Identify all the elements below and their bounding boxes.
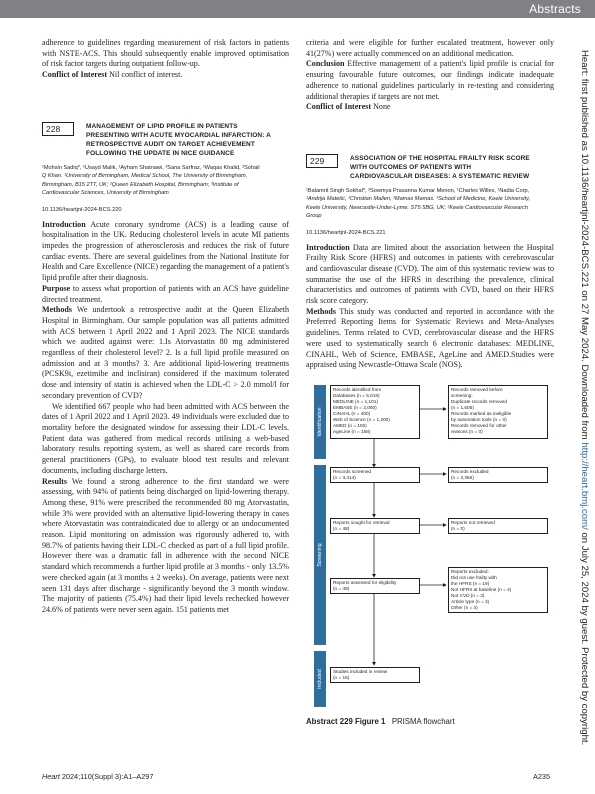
stage-identification: Identification (314, 385, 326, 459)
side-note-suffix: on July 25, 2024 by guest. Protected by copyright. (579, 529, 590, 746)
introduction-paragraph (306, 243, 554, 307)
title-line: MANAGEMENT OF LIPID PROFILE IN PATIENTS (86, 122, 238, 130)
results-paragraph (42, 477, 289, 616)
coi-label: Conflict of Interest (306, 102, 372, 112)
side-note-prefix: Heart: first published as 10.1136/heartjnl-2024-BCS.221 on 27 May 2024. Downloaded from (579, 50, 590, 443)
figure-caption-text: PRISMA flowchart (391, 716, 455, 726)
introduction-label: Introduction (306, 242, 350, 252)
title-line: ASSOCIATION OF THE HOSPITAL FRAILTY RISK SCORE (350, 154, 530, 162)
prisma-flowchart (306, 381, 554, 711)
section-title: Abstracts (529, 2, 581, 16)
right-column (306, 38, 554, 726)
author-line: Cardiovascular Sciences, University of Birmingham (42, 190, 169, 197)
box-records-identified: Records identified from Databases (n = 5,019) MEDLINE (n = 1,101) EMBASE (n = 2,000) CINAHL (n = 400) Web of Science (n = 1,200) AMED (n = 150) AgeLine (n = 168) (330, 385, 420, 439)
results-text: We found a strong adherence to the first standard we were assessing, with 94% of patients being discharged on lipid-lowering therapy. Among these, 91% were prescribed the recommended 80 mg Atorvastatin, while 3% were provided with an alternative lipid-lowering therapy in cases where Atorvastatin was contraindicated due to allergy or an undocumented reason. Lipid monitoring on admission was rigorously adhered to, with 98.7% of patients having their LDL-C checked as part of a full lipid profile. However there was a dramatic fall in adherence with the second NICE standard which recommends a further lipid profile at 3 months - only 13.5% were checked again (at 3 months ± 2 weeks). On average, patients were next seen 131 days after discharge - significantly beyond the 3 month window. The majority of patients (75.4%) had their lipid levels rechecked however 24.6% of patients were never seen again. 151 patients met (42, 476, 289, 614)
abstract-doi: 10.1136/heartjnl-2024-BCS.220 (42, 206, 122, 213)
purpose-text: to assess what proportion of patients with an ACS have guideline directed treatment. (42, 283, 289, 304)
coi-label: Conflict of Interest (42, 70, 108, 80)
abstract-doi: 10.1136/heartjnl-2024-BCS.221 (306, 229, 386, 236)
introduction-label: Introduction (42, 219, 86, 229)
abstract-number: 229 (306, 154, 338, 168)
box-reports-sought: Reports sought for retrieval (n = 48) (330, 518, 420, 534)
coi-text: Nil conflict of interest. (107, 70, 183, 80)
results-label: Results (42, 476, 68, 486)
introduction-text: Acute coronary syndrome (ACS) is a leading cause of hospitalisation in the UK. Reducing cholesterol levels in acute MI patients impedes the progression of atherosclerosis and reduces the risk of future cardiac events. There are several guidelines from the National Institute for Health and Care Excellence (NICE) regarding the management of a patient's lipid profile after their diagnosis. (42, 219, 289, 283)
author-line: Q Khan. ¹University of Birmingham, Medical School, The University of Birmingham, (42, 173, 248, 180)
page-number: A235 (533, 772, 551, 781)
previous-abstract-text: adherence to guidelines regarding measurement of risk factors in patients with NSTE-ACS. This should subsequently enable improved optimisation of risk factor targets during outpatient follow-up. (42, 38, 289, 69)
conclusion-paragraph (306, 59, 554, 102)
footer-citation (42, 772, 153, 781)
side-download-note (577, 50, 591, 756)
citation-text: 2024;110(Suppl 3):A1–A297 (59, 772, 154, 781)
methods-text: We undertook a retrospective audit at the Queen Elizabeth Hospital in Birmingham. Our sample population was all patients admitted with ACS between 1 April 2022 and 1 April 2023. The NICE standards which we audited against were: 1.Is Atorvastatin 80 mg administered regardless of their cholesterol level? 2. Is a full lipid profile measured on admission and at 3 months? 3. Are additional lipid-lowering treatments (PCSK9i, ezetimibe and inclisiran) considered if the maximum tolerated dose and intensity of statin is achieved when the LDL-C > 2.0 mmol/l for secondary prevention of CVD? (42, 305, 289, 400)
conclusion-text: Effective management of a patient's lipid profile is crucial for ensuring favourable future outcomes, our findings indicate inadequate adherence to national guidelines particularly in re-testing and considering additional therapies if targets are not met. (306, 59, 554, 101)
coi-text: None (371, 102, 391, 112)
author-line: ¹Andrija Matetić, ¹Christian Mallen, ²Mamas Mamas. ¹School of Medicine, Keele University, (306, 196, 531, 203)
purpose-label: Purpose (42, 283, 71, 293)
box-studies-included: Studies included in review (n = 16) (330, 667, 420, 683)
methods-paragraph (306, 307, 554, 371)
methods-paragraph-2: We identified 667 people who had been admitted with ACS between the dates of 1 April 2022 and 1 April 2023. 49 individuals were excluded due to mortality before the designated window for assessing their LDL-C levels. Patient data was gathered from medical records utilising a web-based laboratory results reporting system, as well as shared care records from general practitioners (GPs), to evaluate blood test results and relevant documents, including discharge letters. (42, 401, 289, 475)
title-line: CARDIOVASCULAR DISEASES: A SYSTEMATIC REVIEW (350, 173, 530, 181)
title-line: FOLLOWING THE UPDATE IN NICE GUIDANCE (86, 150, 235, 158)
box-records-excluded: Records excluded (n = 3,366) (448, 467, 548, 483)
previous-conflict-of-interest (42, 70, 289, 81)
title-line: PRESENTING WITH ACUTE MYOCARDIAL INFARCTION: A (86, 132, 271, 140)
box-reports-excluded: Reports excluded: Did not use frailty with the HFRS (n = 19) Not HFRS at baseline (n = 4) Not CVD (n = 3) Article type (n = 3) Other (n = 3) (448, 567, 548, 613)
author-line: Keele University, Newcastle-Under-Lyme, ST5 5BG, UK; ²Keele Cardiovascular Research (306, 204, 528, 211)
title-line: RETROSPECTIVE AUDIT ON TARGET ACHIEVEMENT (86, 141, 255, 149)
figure-caption (306, 717, 554, 726)
journal-name: Heart (42, 772, 60, 781)
box-reports-not-retrieved: Reports not retrieved (n = 0) (448, 518, 548, 534)
author-line: Group (306, 213, 322, 220)
continued-results-text: criteria and were eligible for further escalated treatment, however only 41(27%) were actually commenced on an additional medication. (306, 38, 554, 58)
stage-included: Included (314, 651, 326, 707)
introduction-text: Data are limited about the association between the Hospital Frailty Risk Score (HFRS) and outcomes in patients with cerebrovascular and cardiovascular disease (CVD). The aim of this systematic review was to summarise the use of the HFRS in describing the prevalence, clinical characteristics and outcomes of patients with CVD, based on their HFRS risk score category. (306, 242, 554, 306)
section-header-bar (0, 0, 595, 18)
author-line: Birmingham, B15 2TT, UK; ²Queen Elizabeth Hospital, Birmingham; ³Institute of (42, 181, 239, 188)
methods-paragraph (42, 305, 289, 401)
methods-label: Methods (42, 305, 72, 315)
abstract-229-header (306, 154, 554, 182)
left-column (42, 38, 289, 616)
abstract-title (86, 122, 271, 159)
abstract-number: 228 (42, 122, 74, 136)
author-line: ¹Mohsin Sadiq*, ¹Usayd Malik, ¹Ayham Shatnawi, ²Sana Sarfraz, ¹Waqas Khalid, ²Sohail (42, 164, 260, 171)
conclusion-label: Conclusion (306, 59, 345, 69)
stage-screening: Screening (314, 465, 326, 645)
figure-caption-label: Abstract 229 Figure 1 (306, 716, 386, 726)
box-reports-assessed: Reports assessed for eligibility (n = 48) (330, 578, 420, 594)
title-line: WITH OUTCOMES OF PATIENTS WITH (350, 164, 472, 172)
methods-label: Methods (306, 306, 336, 316)
abstract-228-header (42, 122, 289, 159)
box-records-removed: Records removed before screening: Duplicate records removed (n = 1,605) Records marked as ineligible by automation tools (n = 0) Records removed for other reasons (n = 0) (448, 385, 548, 439)
purpose-paragraph (42, 284, 289, 305)
side-note-link[interactable]: http://heart.bmj.com/ (579, 442, 590, 530)
abstract-authors (42, 164, 289, 198)
box-records-screened: Records screened (n = 3,414) (330, 467, 420, 483)
author-line: ¹Balamrit Singh Sokhal*, ²Sowmya Prasanna Kumar Menon, ¹Charles Willes, ¹Nadia Corp, (306, 187, 530, 194)
abstract-title (350, 154, 530, 182)
conflict-of-interest (306, 102, 554, 113)
methods-text: This study was conducted and reported in accordance with the Preferred Reporting Items for Systematic Reviews and Meta-Analyses guidelines. Terms related to CVD, cerebrovascular disease and the HFRS were used to systematically search 6 electronic databases: MEDLINE, CINAHL, Web of Science, EMBASE, AgeLine and AMED.Studies were appraised using Newcastle-Ottawa Scale (NOS). (306, 306, 554, 370)
introduction-paragraph (42, 220, 289, 284)
abstract-authors (306, 187, 554, 221)
